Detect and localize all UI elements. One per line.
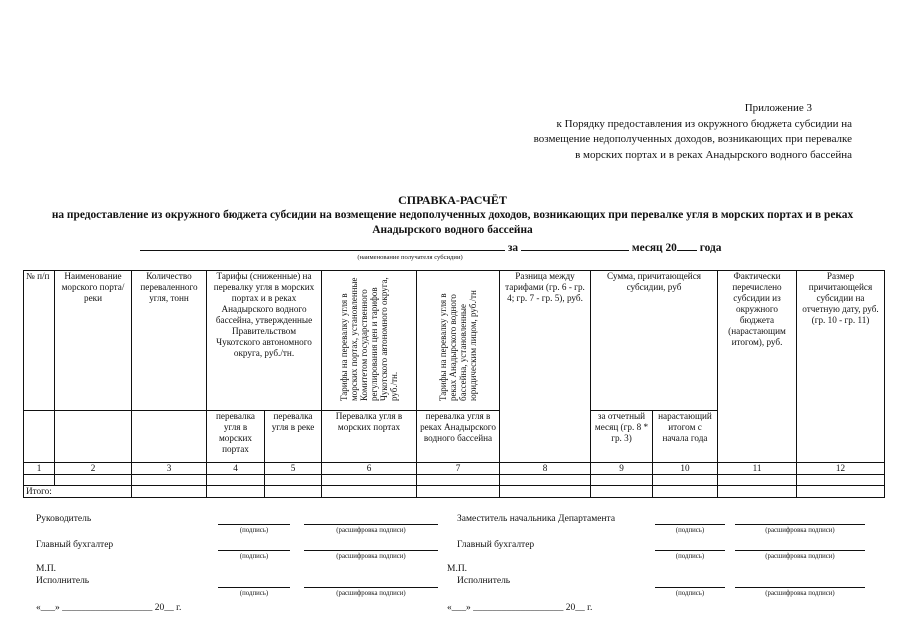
annex-line-3: в морских портах и в реках Анадырского водного бассейна [575, 148, 852, 161]
cap-sign: (подпись) [239, 527, 269, 534]
header-sum: Сумма, причитающейся субсидии, руб [591, 271, 718, 411]
cap-sign: (подпись) [239, 553, 269, 560]
header-diff: Разница между тарифами (гр. 6 - гр. 4; гр. 7 - гр. 5), руб. [500, 271, 591, 463]
month-label: месяц 20 [631, 242, 677, 254]
header-komitet-text: Тарифы на перевалку угля в морских портах, установленные Комитетом государственного регулирования цен и тарифов Чукотского автономного округа, руб./тн. [339, 277, 399, 401]
cap-decode: (расшифровка подписи) [765, 553, 835, 560]
col-number: 2 [55, 463, 132, 475]
recipient-line [140, 239, 721, 254]
col-number: 3 [132, 463, 207, 475]
cap-sign: (подпись) [675, 527, 705, 534]
header-komitet [322, 271, 417, 411]
cap-sign: (подпись) [675, 590, 705, 597]
header-qty-cont [132, 411, 207, 463]
sig-line [218, 550, 290, 551]
sig-line [218, 587, 290, 588]
cap-decode: (расшифровка подписи) [336, 553, 406, 560]
sig-right-head: Заместитель начальника Департамента [457, 514, 616, 524]
sig-line [655, 587, 725, 588]
annex-line-2: возмещение недополученных доходов, возникающих при перевалке [533, 133, 852, 145]
annex-title: Приложение 3 [744, 102, 812, 114]
sig-line [735, 524, 865, 525]
header-legal [417, 271, 500, 411]
header-port-cont [55, 411, 132, 463]
sig-right-accountant: Главный бухгалтер [457, 540, 535, 550]
total-label: Итого: [24, 486, 132, 498]
col-number: 7 [417, 463, 500, 475]
month-blank [521, 239, 629, 251]
cap-sign: (подпись) [675, 553, 705, 560]
year-label: года [699, 242, 722, 254]
cap-decode: (расшифровка подписи) [765, 590, 835, 597]
cap-decode: (расшифровка подписи) [336, 590, 406, 597]
header-size: Размер причитающейся субсидии на отчетную дату, руб. (гр. 10 - гр. 11) [797, 271, 885, 463]
header-paid: Фактически перечислено субсидии из окружного бюджета (нарастающим итогом), руб. [718, 271, 797, 463]
col-number: 9 [591, 463, 653, 475]
cap-sign: (подпись) [239, 590, 269, 597]
col-number: 6 [322, 463, 417, 475]
sig-line [304, 524, 438, 525]
sig-right-executor: Исполнитель [457, 576, 511, 586]
sub-l: перевалка угля в реках Анадырского водного бассейна [417, 411, 500, 463]
col-number: 5 [265, 463, 322, 475]
cap-decode: (расшифровка подписи) [765, 527, 835, 534]
sig-line [655, 524, 725, 525]
sig-line [655, 550, 725, 551]
annex-line-1: к Порядку предоставления из окружного бюджета субсидии на [556, 117, 852, 130]
sig-left-head: Руководитель [36, 514, 92, 524]
sig-right-mp: М.П. [447, 564, 468, 574]
col-number: 11 [718, 463, 797, 475]
sig-right-date: «___» ___________________ 20__ г. [447, 603, 593, 613]
header-legal-text: Тарифы на перевалку угля в реках Анадырского водного бассейна, установленные юридическим лицом, руб./тн [438, 290, 478, 401]
sub-cum: нарастающий итогом с начала года [653, 411, 718, 463]
annex-block [452, 101, 852, 163]
cap-decode: (расшифровка подписи) [336, 527, 406, 534]
period-label: за [507, 242, 519, 254]
recipient-blank [140, 239, 505, 251]
sig-left-accountant: Главный бухгалтер [36, 540, 114, 550]
col-number: 1 [24, 463, 55, 475]
sig-line [735, 587, 865, 588]
recipient-caption: (наименование получателя субсидии) [357, 254, 463, 261]
total-row [24, 486, 885, 498]
sub-k: Перевалка угля в морских портах [322, 411, 417, 463]
col-number: 12 [797, 463, 885, 475]
document-subtitle: на предоставление из окружного бюджета субсидии на возмещение недополученных доходов, возникающих при перевалке угля в морских портах и в реках Анадырского водного бассейна [51, 209, 854, 236]
sub-month: за отчетный месяц (гр. 8 * гр. 3) [591, 411, 653, 463]
header-num: № п/п [24, 271, 55, 411]
sig-line [304, 550, 438, 551]
sig-left-mp: М.П. [36, 564, 57, 574]
col-number: 8 [500, 463, 591, 475]
subsidy-table [23, 270, 885, 498]
sig-line [735, 550, 865, 551]
header-tariffs: Тарифы (сниженные) на перевалку угля в морских портах и в реках Анадырского водного бассейна, утвержденные Правительством Чукотского автономного округа, руб./тн. [207, 271, 322, 411]
header-num-cont [24, 411, 55, 463]
sig-line [218, 524, 290, 525]
document-title: СПРАВКА-РАСЧЁТ [398, 193, 507, 207]
sig-left-date: «___» ___________________ 20__ г. [36, 603, 182, 613]
col-number: 10 [653, 463, 718, 475]
sub-sea: перевалка угля в морских портах [207, 411, 265, 463]
sub-river: перевалка угля в реке [265, 411, 322, 463]
sig-line [304, 587, 438, 588]
header-qty: Количество переваленного угля, тонн [132, 271, 207, 411]
header-port: Наименование морского порта/реки [55, 271, 132, 411]
sig-left-executor: Исполнитель [36, 576, 90, 586]
col-number: 4 [207, 463, 265, 475]
year-blank [677, 239, 697, 251]
table-row [24, 475, 885, 486]
